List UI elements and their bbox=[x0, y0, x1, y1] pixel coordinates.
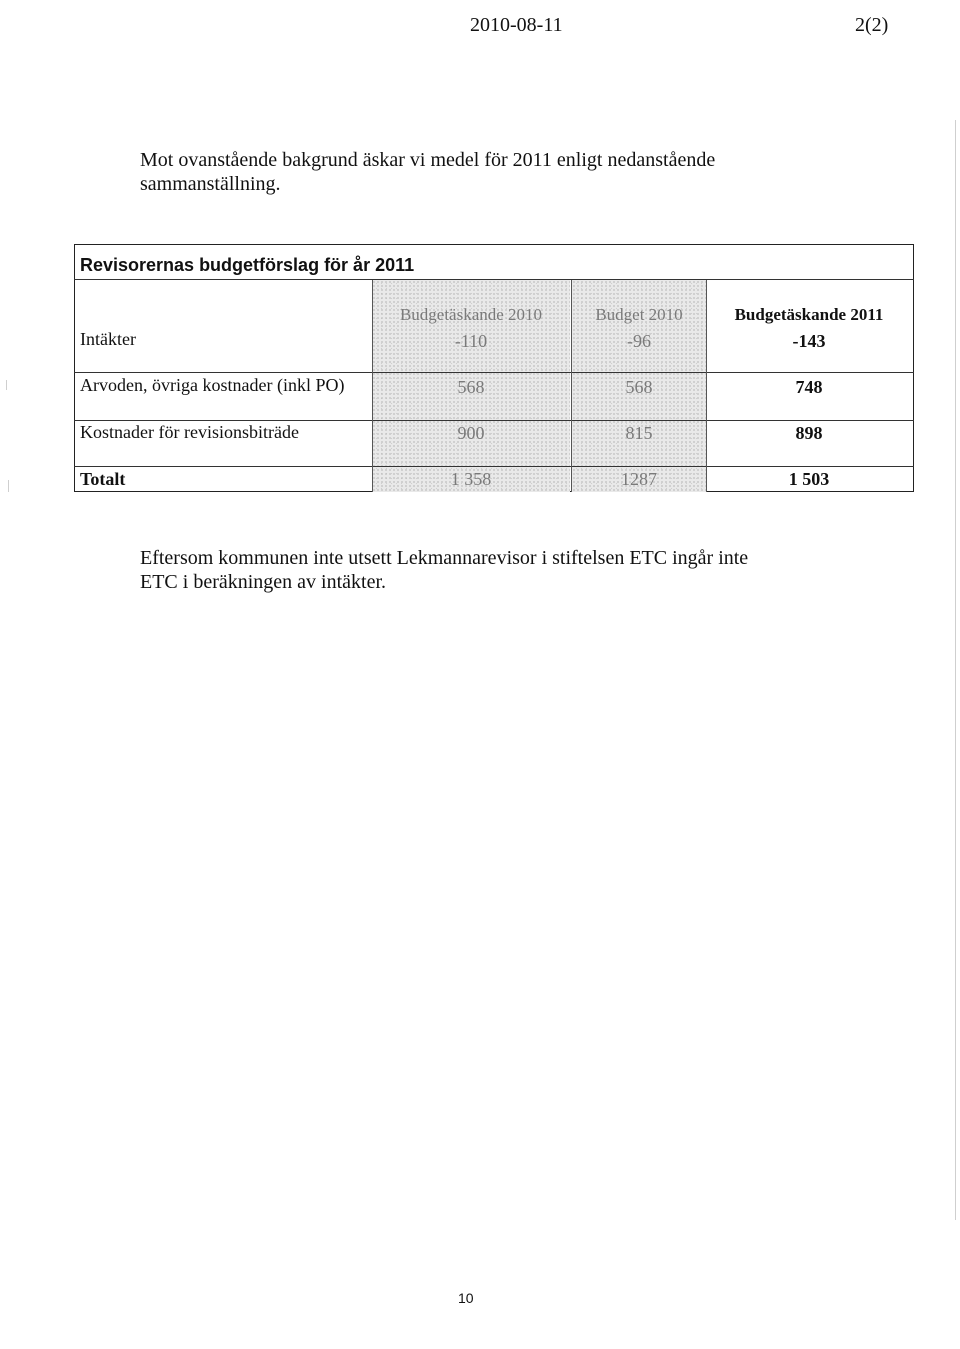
row-divider bbox=[74, 420, 914, 421]
intro-line-2: sammanställning. bbox=[140, 173, 281, 195]
row-label: Kostnader för revisionsbiträde bbox=[80, 422, 299, 442]
scan-edge-line bbox=[955, 120, 956, 1220]
table-cell: 898 bbox=[795, 423, 823, 443]
table-cell: 1 358 bbox=[450, 469, 492, 489]
row-label: Intäkter bbox=[80, 329, 136, 349]
table-cell: -143 bbox=[792, 331, 826, 351]
closing-line-2: ETC i beräkningen av intäkter. bbox=[140, 571, 387, 593]
table-cell: 568 bbox=[625, 377, 653, 397]
table-title: Revisorernas budgetförslag för år 2011 bbox=[80, 255, 415, 275]
closing-paragraph bbox=[140, 546, 748, 594]
row-label: Arvoden, övriga kostnader (inkl PO) bbox=[80, 375, 345, 395]
page-indicator: 2(2) bbox=[855, 14, 889, 36]
title-divider bbox=[74, 279, 914, 280]
table-cell: 900 bbox=[457, 423, 485, 443]
intro-line-1: Mot ovanstående bakgrund äskar vi medel för 2011 enligt nedanstående bbox=[140, 149, 716, 171]
closing-line-1: Eftersom kommunen inte utsett Lekmannarevisor i stiftelsen ETC ingår inte bbox=[140, 547, 749, 569]
footer-page-number: 10 bbox=[458, 1290, 474, 1306]
scan-speck bbox=[8, 480, 9, 492]
table-cell: -96 bbox=[627, 331, 651, 351]
column-header-budgetaskande-2011: Budgetäskande 2011 bbox=[734, 305, 884, 324]
table-cell: 1287 bbox=[621, 469, 657, 489]
table-cell: 815 bbox=[625, 423, 653, 443]
table-cell: 568 bbox=[457, 377, 485, 397]
table-cell: 748 bbox=[795, 377, 823, 397]
column-header-budgetaskande-2010: Budgetäskande 2010 bbox=[399, 305, 543, 324]
table-cell: -110 bbox=[454, 331, 488, 351]
intro-paragraph bbox=[140, 148, 715, 196]
row-divider bbox=[74, 466, 914, 467]
table-cell: 1 503 bbox=[788, 469, 830, 489]
row-divider bbox=[74, 372, 914, 373]
column-header-budget-2010: Budget 2010 bbox=[595, 305, 683, 324]
document-date: 2010-08-11 bbox=[470, 14, 563, 36]
scan-speck bbox=[6, 380, 7, 390]
row-label: Totalt bbox=[80, 469, 126, 489]
